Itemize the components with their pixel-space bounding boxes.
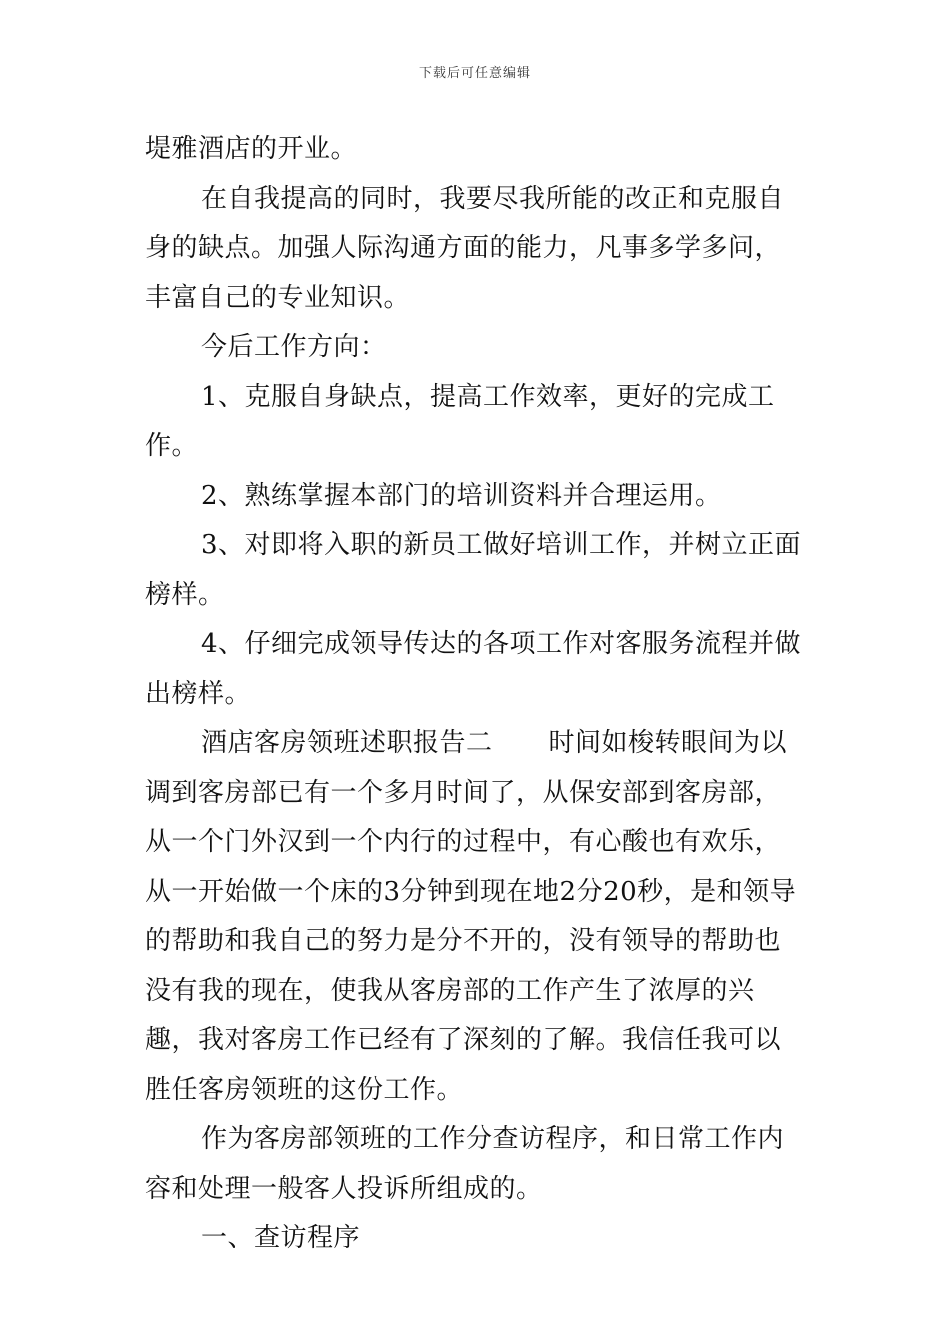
report-two-title: 酒店客房领班述职报告二	[201, 728, 493, 758]
list-item-3: 3、对即将入职的新员工做好培训工作，并树立正面榜样。	[145, 530, 802, 610]
paragraph-report-two	[145, 719, 807, 1115]
list-item-2: 2、熟练掌握本部门的培训资料并合理运用。	[201, 480, 722, 511]
paragraph-self-improvement: 在自我提高的同时，我要尽我所能的改正和克服自身的缺点。加强人际沟通方面的能力，凡事多学多问，丰富自己的专业知识。	[145, 183, 785, 313]
report-two-body: 时间如梭转眼间为以调到客房部已有一个多月时间了，从保安部到客房部，从一个门外汉到一个内行的过程中，有心酸也有欢乐，从一开始做一个床的3分钟到现在地2分20秒，是和领导的帮助和我自己的努力是分不开的，没有领导的帮助也没有我的现在，使我从客房部的工作产生了浓厚的兴趣，我对客房工作已经有了深刻的了解。我信任我可以胜任客房领班的这份工作。	[145, 728, 797, 1105]
document-body	[145, 125, 807, 1264]
list-item-4: 4、仔细完成领导传达的各项工作对客服务流程并做出榜样。	[145, 629, 802, 709]
paragraph-duties: 作为客房部领班的工作分查访程序，和日常工作内容和处理一般客人投诉所组成的。	[145, 1124, 785, 1204]
section-heading-inspection: 一、查访程序	[201, 1223, 361, 1253]
paragraph-future-direction-heading: 今后工作方向：	[201, 332, 387, 362]
page-header: 下载后可任意编辑	[418, 66, 531, 81]
paragraph-opening-continuation: 堤雅酒店的开业。	[145, 134, 358, 164]
list-item-1: 1、克服自身缺点，提高工作效率，更好的完成工作。	[145, 381, 775, 461]
